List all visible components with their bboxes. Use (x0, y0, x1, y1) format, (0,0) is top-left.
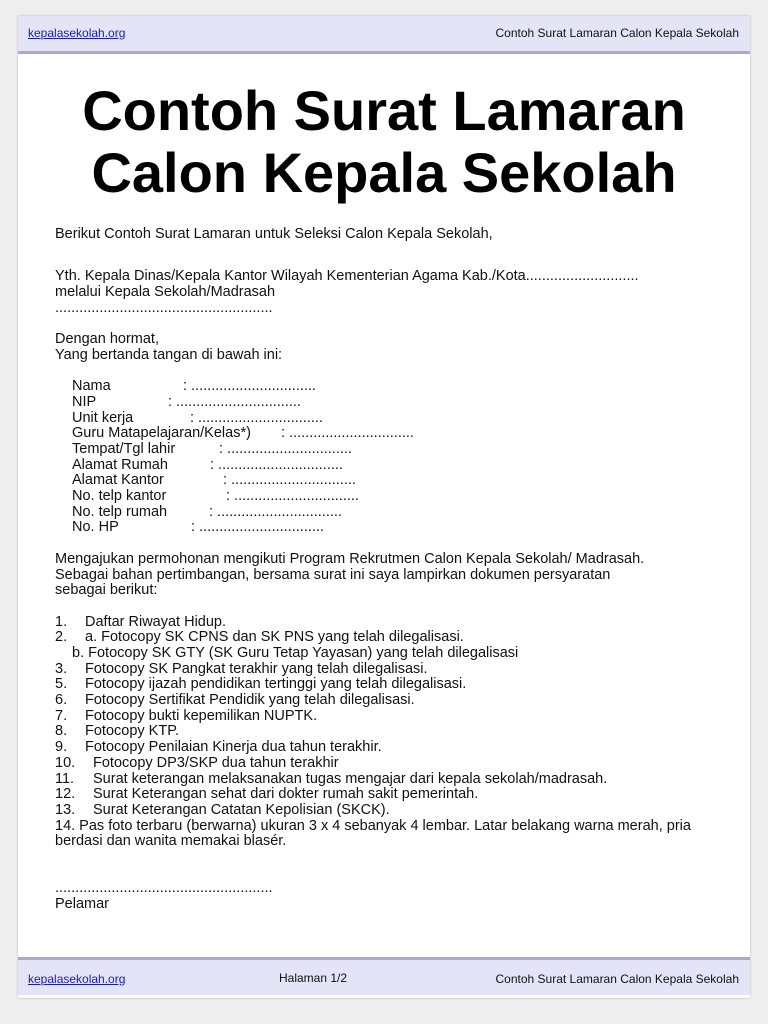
salutation: Dengan hormat, (55, 331, 159, 348)
field-label: No. HP (72, 519, 119, 536)
item-text: Fotocopy ijazah pendidikan tertinggi yang telah dilegalisasi. (85, 676, 467, 693)
field-nip (55, 395, 725, 411)
list-item (55, 630, 725, 646)
footer-document-title: Contoh Surat Lamaran Calon Kepala Sekolah (495, 972, 739, 986)
item-number: 8. (55, 723, 68, 740)
item-text: Surat Keterangan Catatan Kepolisian (SKCK). (93, 801, 390, 818)
signature-line: ...................................................... (55, 880, 273, 897)
intro-text: Berikut Contoh Surat Lamaran untuk Seleksi Calon Kepala Sekolah, (55, 226, 493, 242)
footer-site-link[interactable]: kepalasekolah.org (28, 972, 126, 986)
item-text: Fotocopy KTP. (85, 723, 180, 740)
applicant-label: Pelamar (55, 896, 109, 913)
list-item (55, 803, 725, 819)
document-title (18, 80, 750, 204)
field-value: : ............................... (209, 503, 342, 520)
item-text: Surat Keterangan sehat dari dokter rumah sakit pemerintah. (93, 786, 479, 803)
item-text: b. Fotocopy SK GTY (SK Guru Tetap Yayasan) yang telah dilegalisasi (72, 645, 519, 662)
field-label: Alamat Rumah (72, 456, 168, 473)
list-item (55, 740, 725, 756)
list-item (55, 677, 725, 693)
field-nama (55, 379, 725, 395)
field-value: : ............................... (226, 488, 359, 505)
item-text: Fotocopy Sertifikat Pendidik yang telah dilegalisasi. (85, 692, 415, 709)
field-label: Tempat/Tgl lahir (72, 441, 176, 458)
item-text: Fotocopy DP3/SKP dua tahun terakhir (93, 754, 339, 771)
header-document-title: Contoh Surat Lamaran Calon Kepala Sekolah (495, 26, 739, 40)
item-number: 10. (55, 754, 76, 771)
list-item (55, 646, 725, 662)
item-number: 3. (55, 660, 68, 677)
field-label: Guru Matapelajaran/Kelas*) (72, 425, 251, 442)
address-line-2: melalui Kepala Sekolah/Madrasah (55, 284, 276, 301)
item-text: Fotocopy Penilaian Kinerja dua tahun terakhir. (85, 739, 382, 756)
field-hp (55, 520, 725, 536)
request-line-3: sebagai berikut: (55, 582, 158, 599)
field-label: Alamat Kantor (72, 472, 164, 489)
list-item (55, 724, 725, 740)
list-item (55, 772, 725, 788)
document-list (55, 615, 725, 850)
field-value: : ............................... (191, 519, 324, 536)
list-item (55, 662, 725, 678)
page-footer (18, 957, 750, 995)
applicant-fields (55, 379, 725, 536)
item-text: a. Fotocopy SK CPNS dan SK PNS yang telah dilegalisasi. (85, 629, 464, 646)
item-number: 6. (55, 692, 68, 709)
field-label: No. telp kantor (72, 488, 167, 505)
field-value: : ............................... (210, 456, 343, 473)
field-value: : ............................... (281, 425, 414, 442)
item-text: Fotocopy bukti kepemilikan NUPTK. (85, 707, 318, 724)
item-text: Daftar Riwayat Hidup. (85, 613, 227, 630)
item-text: Fotocopy SK Pangkat terakhir yang telah dilegalisasi. (85, 660, 428, 677)
page-header (18, 16, 750, 54)
list-item (55, 615, 725, 631)
field-value: : ............................... (183, 378, 316, 395)
field-value: : ............................... (190, 409, 323, 426)
list-item (55, 756, 725, 772)
document-page (18, 16, 750, 998)
item-number: 13. (55, 801, 76, 818)
field-label: NIP (72, 393, 97, 410)
title-line-1: Contoh Surat Lamaran (82, 79, 686, 142)
item-number: 2. (55, 629, 68, 646)
letter-body (55, 227, 725, 913)
request-line-1: Mengajukan permohonan mengikuti Program Rekrutmen Calon Kepala Sekolah/ Madrasah. (55, 550, 645, 567)
field-unit-kerja (55, 411, 725, 427)
field-telp-kantor (55, 489, 725, 505)
item-text: Surat keterangan melaksanakan tugas mengajar dari kepala sekolah/madrasah. (93, 770, 608, 787)
list-item (55, 787, 725, 803)
field-value: : ............................... (223, 472, 356, 489)
signed-below-text: Yang bertanda tangan di bawah ini: (55, 346, 283, 363)
address-line-3: ...................................................... (55, 299, 273, 316)
item-number: 12. (55, 786, 76, 803)
field-guru-matapelajaran (55, 426, 725, 442)
field-alamat-kantor (55, 473, 725, 489)
title-line-2: Calon Kepala Sekolah (91, 141, 677, 204)
page-number: Halaman 1/2 (279, 971, 348, 985)
field-value: : ............................... (219, 441, 352, 458)
header-site-link[interactable]: kepalasekolah.org (28, 26, 126, 40)
field-value: : ............................... (168, 393, 301, 410)
field-label: Unit kerja (72, 409, 134, 426)
list-item (55, 709, 725, 725)
item-number: 11. (55, 770, 75, 787)
field-label: No. telp rumah (72, 503, 168, 520)
item-number: 5. (55, 676, 68, 693)
address-line-1: Yth. Kepala Dinas/Kepala Kantor Wilayah Kementerian Agama Kab./Kota............................ (55, 268, 639, 285)
item-number: 1. (55, 613, 68, 630)
list-item (55, 693, 725, 709)
request-line-2: Sebagai bahan pertimbangan, bersama surat ini saya lampirkan dokumen persyaratan (55, 566, 611, 583)
list-item-14: 14. Pas foto terbaru (berwarna) ukuran 3 x 4 sebanyak 4 lembar. Latar belakang warna merah, pria berdasi dan wanita memakai blasér. (55, 817, 691, 850)
field-label: Nama (72, 378, 111, 395)
item-number: 9. (55, 739, 68, 756)
field-telp-rumah (55, 505, 725, 521)
field-tempat-tgl-lahir (55, 442, 725, 458)
field-alamat-rumah (55, 458, 725, 474)
item-number: 7. (55, 707, 68, 724)
